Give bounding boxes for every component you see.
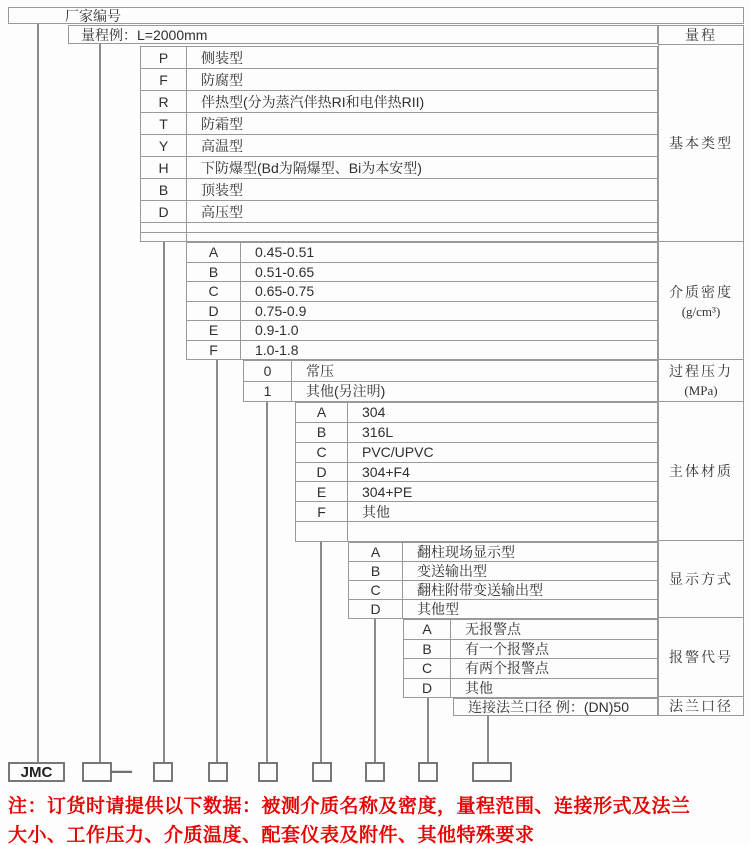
row-desc: 翻柱现场显示型 [417,544,515,560]
table-row [404,640,657,660]
label-body-material [659,402,743,542]
table-row [404,659,657,679]
row-code: H [141,157,187,178]
section-display-mode [348,542,658,619]
order-note [8,792,748,845]
table-row [349,581,657,600]
connector-line [266,402,268,762]
range-example-row [68,25,658,44]
table-row [187,282,657,302]
table-row [349,543,657,562]
model-separator: — [110,758,132,783]
row-code: C [404,659,451,678]
row-desc: PVC/UPVC [362,444,434,461]
row-desc: 其他(另注明) [306,383,386,400]
table-row [187,302,657,322]
label-text: 量程 [685,29,717,44]
label-text: 主体材质 [669,465,733,481]
row-code: R [141,91,187,112]
table-row [141,69,657,91]
row-code: A [296,403,348,422]
row-desc: 其他型 [417,601,459,617]
section-flange-size [453,698,658,716]
row-desc: 顶装型 [201,181,243,198]
row-code: A [187,243,241,262]
row-code: Y [141,135,187,156]
connector-line [216,360,218,762]
table-row [349,600,657,618]
label-unit: (g/cm³) [681,303,721,319]
table-row [187,321,657,341]
table-row [296,482,657,502]
table-row [187,341,657,360]
manufacturer-number-label: 厂家编号 [65,7,121,24]
row-desc: 高温型 [201,137,243,154]
row-desc: 翻柱附带变送输出型 [417,582,543,598]
row-desc: 304+PE [362,483,413,500]
label-range [659,26,743,45]
table-row [141,113,657,135]
model-code-box-flange [472,762,512,782]
row-code: D [404,679,451,698]
row-desc: 变送输出型 [417,563,487,579]
row-code: P [141,47,187,68]
row-code: D [296,463,348,482]
label-unit: (MPa) [684,383,718,399]
row-code: B [296,423,348,442]
row-code: D [349,600,403,618]
table-row [141,201,657,223]
label-alarm-code [659,618,743,697]
table-row [187,243,657,263]
table-row [141,179,657,201]
row-desc: 0.65-0.75 [255,283,315,300]
label-process-pressure [659,360,743,402]
table-row [349,562,657,581]
row-desc: 304+F4 [362,464,410,480]
row-code: 1 [244,382,292,402]
row-desc: 常压 [306,362,334,379]
row-code: C [187,282,241,301]
row-code: C [349,581,403,599]
connector-line [99,44,101,762]
table-row [141,135,657,157]
model-code-box-alarm [418,762,438,782]
row-desc: 304 [362,404,386,421]
row-desc: 有两个报警点 [465,660,549,677]
row-desc: 下防爆型(Bd为隔爆型、Bi为本安型) [201,159,422,176]
row-desc: 防霜型 [201,115,243,132]
table-row [296,443,657,463]
model-code-box-display [365,762,385,782]
table-row [187,263,657,283]
row-code: F [141,69,187,90]
table-row [296,403,657,423]
label-text: 介质密度 [669,285,733,301]
row-desc: 有一个报警点 [465,640,549,657]
table-row [454,699,657,715]
model-prefix-label: JMC [20,763,53,781]
row-code: F [187,341,241,360]
range-example-text: 量程例：L=2000mm [81,26,208,43]
row-desc: 防腐型 [201,71,243,88]
row-desc: 0.9-1.0 [255,322,299,339]
label-text: 过程压力 [669,365,733,381]
row-desc [348,522,657,541]
model-code-box-range [82,762,112,782]
row-desc: 0.45-0.51 [255,244,315,261]
table-row [296,423,657,443]
table-row-empty [141,223,657,233]
connector-line [427,698,429,762]
label-flange-size [659,697,743,715]
row-code: E [296,482,348,501]
row-code: F [296,502,348,521]
row-code: B [404,640,451,659]
row-code: A [404,620,451,639]
order-note-line1: 注：订货时请提供以下数据：被测介质名称及密度，量程范围、连接形式及法兰 [8,796,691,817]
table-row [404,620,657,640]
row-code [141,223,187,232]
table-row [404,679,657,698]
model-prefix-box [8,762,65,782]
row-desc: 无报警点 [465,621,521,638]
connector-line [163,242,165,762]
order-note-line2: 大小、工作压力、介质温度、配套仪表及附件、其他特殊要求 [8,825,535,845]
section-medium-density [186,242,658,360]
row-code: B [141,179,187,200]
manufacturer-number-row [8,7,744,24]
section-process-pressure [243,360,658,402]
row-code: A [349,543,403,561]
row-code: T [141,113,187,134]
connector-line [37,24,39,762]
model-code-box-pressure [258,762,278,782]
row-desc: 其他 [465,679,493,696]
model-code-box-density [208,762,228,782]
row-desc: 连接法兰口径 例：(DN)50 [468,699,630,715]
row-desc: 0.75-0.9 [255,302,307,319]
row-desc: 0.51-0.65 [255,263,315,280]
table-row [244,382,657,402]
row-code: 0 [244,361,292,381]
row-code: C [296,443,348,462]
table-row [141,91,657,113]
model-code-box-basic-type [153,762,173,782]
section-basic-type [140,46,658,242]
section-body-material [295,402,658,542]
label-display-mode [659,541,743,618]
row-code: E [187,321,241,340]
row-code: D [141,201,187,222]
row-code [296,522,348,541]
table-row [141,47,657,69]
row-desc: 高压型 [201,203,243,220]
section-label-column [658,25,744,716]
label-text: 基本类型 [669,137,733,153]
table-row [296,463,657,483]
table-row [141,157,657,179]
row-desc: 1.0-1.8 [255,341,299,358]
label-medium-density [659,242,743,360]
label-text: 显示方式 [669,573,733,589]
label-text: 法兰口径 [669,700,733,716]
label-text: 报警代号 [669,651,733,667]
row-desc: 侧装型 [201,49,243,66]
section-alarm-code [403,619,658,698]
row-desc [187,223,657,232]
row-code: B [349,562,403,580]
row-code: B [187,263,241,282]
label-basic-type [659,45,743,242]
row-code: D [187,302,241,321]
connector-line [487,716,489,762]
table-row [296,502,657,522]
table-row-empty [296,522,657,541]
row-desc: 伴热型(分为蒸汽伴热RI和电伴热RII) [201,93,425,110]
row-desc: 316L [362,424,394,441]
row-desc: 其他 [362,503,390,520]
model-code-box-material [312,762,332,782]
table-row [244,361,657,382]
connector-line [320,542,322,762]
connector-line [374,619,376,762]
